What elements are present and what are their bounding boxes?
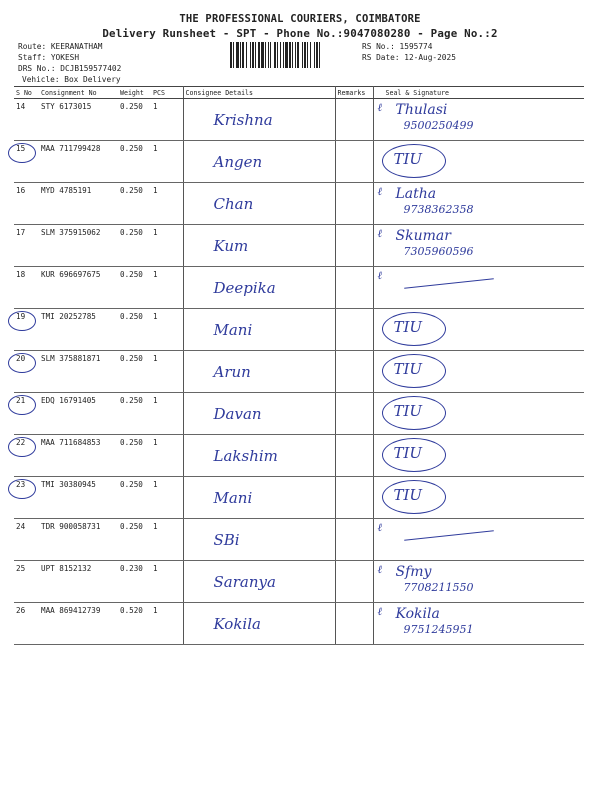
pcs-cell: 1 [151, 603, 183, 645]
consignment-cell: MYD 4785191 [39, 183, 118, 225]
sno: 26 [16, 606, 26, 615]
signature-name: TIU [393, 402, 423, 420]
sno: 14 [16, 102, 26, 111]
weight-cell: 0.250 [118, 225, 151, 267]
weight-cell: 0.250 [118, 183, 151, 225]
sno-cell [14, 183, 39, 225]
weight-cell: 0.250 [118, 435, 151, 477]
consignee-cell [183, 267, 335, 309]
sno-circle [8, 143, 36, 163]
signature-name: TIU [393, 444, 423, 462]
consignee-cell [183, 141, 335, 183]
pcs-cell: 1 [151, 225, 183, 267]
consignment-cell: UPT 8152132 [39, 561, 118, 603]
table-row [14, 141, 584, 183]
sno-cell [14, 99, 39, 141]
pcs-cell: 1 [151, 519, 183, 561]
signature-scribble [404, 278, 494, 288]
remarks-cell [335, 477, 373, 519]
weight-cell: 0.230 [118, 561, 151, 603]
sno-cell [14, 309, 39, 351]
barcode-image [230, 42, 355, 68]
weight-cell: 0.250 [118, 267, 151, 309]
signature-cell [373, 351, 584, 393]
check-mark: ℓ [377, 185, 383, 198]
consignee-handwriting: SBi [213, 531, 240, 549]
barcode-bar [320, 42, 322, 68]
vehicle-label: Vehicle: Box Delivery [22, 75, 121, 84]
consignee-cell [183, 225, 335, 267]
check-mark: ℓ [377, 269, 383, 282]
pcs-cell: 1 [151, 393, 183, 435]
signature-cell [373, 309, 584, 351]
runsheet-title: Delivery Runsheet - SPT - Phone No.:9047080280 - Page No.:2 [102, 27, 498, 40]
sno-cell [14, 225, 39, 267]
table-row [14, 99, 584, 141]
signature-phone: 9738362358 [403, 203, 474, 216]
seal-stamp [382, 312, 446, 346]
consignee-cell [183, 603, 335, 645]
pcs-cell: 1 [151, 561, 183, 603]
signature-name: TIU [393, 150, 423, 168]
signature-phone: 7305960596 [403, 245, 474, 258]
check-mark: ℓ [377, 563, 383, 576]
check-mark: ℓ [377, 521, 383, 534]
col-pcs-header: PCS [151, 87, 183, 99]
consignment-cell: SLM 375881871 [39, 351, 118, 393]
sno: 25 [16, 564, 26, 573]
col-sno-header: S No [14, 87, 39, 99]
col-weight-header: Weight [118, 87, 151, 99]
sno-cell [14, 351, 39, 393]
check-mark: ℓ [377, 227, 383, 240]
route-label: Route: KEERANATHAM [18, 42, 103, 51]
signature-name: Kokila [395, 606, 440, 622]
consignee-handwriting: Lakshim [213, 447, 278, 465]
consignment-cell: MAA 711799428 [39, 141, 118, 183]
consignment-cell: EDQ 16791405 [39, 393, 118, 435]
consignee-handwriting: Arun [213, 363, 251, 381]
signature-cell [373, 225, 584, 267]
consignee-handwriting: Kokila [213, 615, 261, 633]
remarks-cell [335, 99, 373, 141]
rs-date: RS Date: 12-Aug-2025 [362, 53, 456, 62]
signature-scribble [404, 530, 494, 540]
weight-cell: 0.250 [118, 351, 151, 393]
consignment-cell: MAA 711684853 [39, 435, 118, 477]
signature-name: TIU [393, 486, 423, 504]
check-mark: ℓ [377, 101, 383, 114]
pcs-cell: 1 [151, 183, 183, 225]
consignee-cell [183, 183, 335, 225]
rs-number: RS No.: 1595774 [362, 42, 433, 51]
runsheet-table [14, 86, 584, 645]
remarks-cell [335, 435, 373, 477]
sno-circle [8, 353, 36, 373]
sno-circle [8, 479, 36, 499]
signature-name: TIU [393, 318, 423, 336]
signature-cell [373, 99, 584, 141]
table-row [14, 225, 584, 267]
table-row [14, 435, 584, 477]
table-row [14, 393, 584, 435]
signature-cell [373, 603, 584, 645]
consignee-handwriting: Deepika [213, 279, 276, 297]
sno: 20 [16, 354, 26, 363]
signature-name: Latha [395, 186, 437, 202]
consignee-cell [183, 99, 335, 141]
signature-cell [373, 561, 584, 603]
consignment-cell: TMI 30380945 [39, 477, 118, 519]
sno: 21 [16, 396, 26, 405]
seal-stamp [382, 438, 446, 472]
sno-cell [14, 603, 39, 645]
consignee-cell [183, 561, 335, 603]
remarks-cell [335, 561, 373, 603]
signature-name: Skumar [395, 228, 451, 244]
sno-cell [14, 435, 39, 477]
weight-cell: 0.520 [118, 603, 151, 645]
consignee-cell [183, 435, 335, 477]
sno: 22 [16, 438, 26, 447]
pcs-cell: 1 [151, 351, 183, 393]
weight-cell: 0.250 [118, 99, 151, 141]
signature-name: Thulasi [395, 102, 448, 118]
remarks-cell [335, 603, 373, 645]
consignment-cell: KUR 696697675 [39, 267, 118, 309]
weight-cell: 0.250 [118, 309, 151, 351]
pcs-cell: 1 [151, 435, 183, 477]
company-title: THE PROFESSIONAL COURIERS, COIMBATORE [179, 13, 421, 25]
sno: 24 [16, 522, 26, 531]
consignee-handwriting: Krishna [213, 111, 273, 129]
signature-cell [373, 141, 584, 183]
consignee-cell [183, 351, 335, 393]
drs-label: DRS No.: DCJB159577402 [18, 64, 122, 73]
pcs-cell: 1 [151, 141, 183, 183]
sno: 23 [16, 480, 26, 489]
table-header-row [14, 87, 584, 99]
consignee-handwriting: Chan [213, 195, 254, 213]
sno-cell [14, 393, 39, 435]
consignee-handwriting: Saranya [213, 573, 276, 591]
table-row [14, 267, 584, 309]
consignee-cell [183, 477, 335, 519]
signature-cell [373, 519, 584, 561]
table-row [14, 603, 584, 645]
remarks-cell [335, 519, 373, 561]
col-consignee-header: Consignee Details [183, 87, 335, 99]
remarks-cell [335, 393, 373, 435]
sno: 15 [16, 144, 26, 153]
consignment-cell: TDR 900058731 [39, 519, 118, 561]
consignee-cell [183, 309, 335, 351]
sno: 18 [16, 270, 26, 279]
pcs-cell: 1 [151, 477, 183, 519]
consignment-cell: MAA 869412739 [39, 603, 118, 645]
consignment-cell: TMI 20252785 [39, 309, 118, 351]
pcs-cell: 1 [151, 99, 183, 141]
sno-cell [14, 267, 39, 309]
consignee-cell [183, 519, 335, 561]
signature-phone: 7708211550 [403, 581, 474, 594]
seal-stamp [382, 144, 446, 178]
signature-cell [373, 477, 584, 519]
sno: 17 [16, 228, 26, 237]
weight-cell: 0.250 [118, 141, 151, 183]
col-remarks-header: Remarks [335, 87, 373, 99]
table-row [14, 519, 584, 561]
sno-cell [14, 141, 39, 183]
remarks-cell [335, 351, 373, 393]
table-row [14, 309, 584, 351]
table-row [14, 561, 584, 603]
sno-circle [8, 395, 36, 415]
signature-cell [373, 393, 584, 435]
pcs-cell: 1 [151, 267, 183, 309]
weight-cell: 0.250 [118, 477, 151, 519]
seal-stamp [382, 480, 446, 514]
remarks-cell [335, 183, 373, 225]
remarks-cell [335, 267, 373, 309]
weight-cell: 0.250 [118, 393, 151, 435]
signature-phone: 9500250499 [403, 119, 474, 132]
sno-cell [14, 477, 39, 519]
col-consignment-header: Consignment No [39, 87, 118, 99]
sno-circle [8, 437, 36, 457]
sno-circle [8, 311, 36, 331]
remarks-cell [335, 225, 373, 267]
consignment-cell: STY 6173015 [39, 99, 118, 141]
seal-stamp [382, 354, 446, 388]
col-signature-header: Seal & Signature [373, 87, 584, 99]
consignee-handwriting: Angen [213, 153, 263, 171]
consignee-handwriting: Mani [213, 489, 253, 507]
signature-name: TIU [393, 360, 423, 378]
consignment-cell: SLM 375915062 [39, 225, 118, 267]
sno: 19 [16, 312, 26, 321]
table-row [14, 183, 584, 225]
signature-phone: 9751245951 [403, 623, 474, 636]
table-row [14, 477, 584, 519]
consignee-handwriting: Mani [213, 321, 253, 339]
remarks-cell [335, 309, 373, 351]
sno-cell [14, 561, 39, 603]
signature-name: Sfmy [395, 564, 432, 580]
weight-cell: 0.250 [118, 519, 151, 561]
signature-cell [373, 183, 584, 225]
staff-label: Staff: YOKESH [18, 53, 80, 62]
check-mark: ℓ [377, 605, 383, 618]
sno: 16 [16, 186, 26, 195]
pcs-cell: 1 [151, 309, 183, 351]
consignee-handwriting: Kum [213, 237, 249, 255]
signature-cell [373, 267, 584, 309]
signature-cell [373, 435, 584, 477]
remarks-cell [335, 141, 373, 183]
sno-cell [14, 519, 39, 561]
consignee-handwriting: Davan [213, 405, 262, 423]
consignee-cell [183, 393, 335, 435]
seal-stamp [382, 396, 446, 430]
table-row [14, 351, 584, 393]
